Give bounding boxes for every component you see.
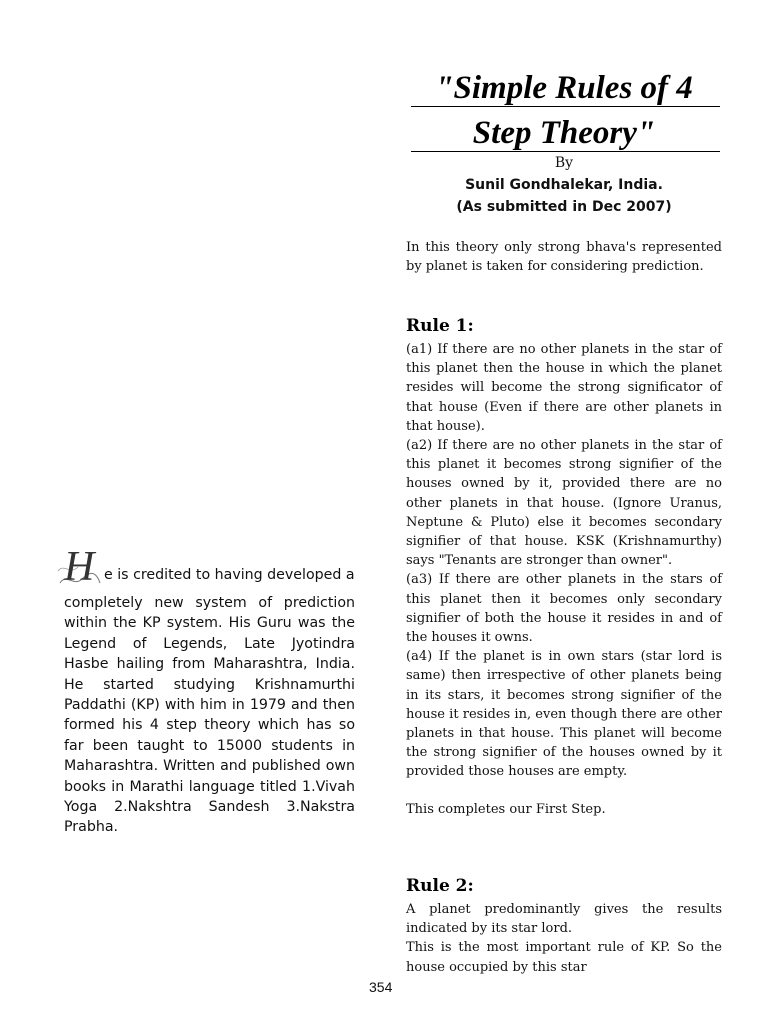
byline-by: By <box>554 155 574 171</box>
rule-2-heading: Rule 2: <box>406 876 474 896</box>
rule-1-body <box>406 340 722 819</box>
rule-1-a3: (a3) If there are other planets in the stars of this planet then it becomes only secondary signifier of both the house it resides in and of the houses it owns. <box>406 572 722 646</box>
dropcap <box>64 544 104 590</box>
rule-1-conclusion: This completes our First Step. <box>406 801 606 817</box>
byline-submitted: (As submitted in Dec 2007) <box>456 199 672 215</box>
bio-text: completely new system of prediction within the KP system. His Guru was the Legend of Legends, Late Jyotindra Hasbe hailing from Maharashtra, India. He started studying Krishnamurthi Paddathi (KP) with him in 1979 and then formed his 4 step theory which has so far been taught to 15000 students in Maharashtra. Written and published own books in Marathi language titled 1.Vivah Yoga 2.Nakshtra Sandesh 3.Nakstra Prabha. <box>64 595 355 836</box>
title-underline-1 <box>411 106 720 107</box>
document-title <box>404 66 724 156</box>
byline <box>404 152 724 218</box>
dropcap-letter: H <box>64 544 95 590</box>
intro-paragraph: In this theory only strong bhava's represented by planet is taken for considering prediction. <box>406 240 722 275</box>
rule-1-a2: (a2) If there are no other planets in the star of this planet it becomes strong signifier of the houses owned by it, provided there are no other planets in that house. (Ignore Uranus, Neptune & Pluto) else it becomes secondary signifier of that house. KSK (Krishnamurthy) says "Tenants are stronger than owner". <box>406 438 722 569</box>
bio-first-line-text: e is credited to having developed a <box>104 566 355 583</box>
rule-2-p2: This is the most important rule of KP. So the house occupied by this star <box>406 940 722 975</box>
rule-1-a1: (a1) If there are no other planets in the star of this planet then the house in which the planet resides will become the strong significator of that house (Even if there are other planets in that house). <box>406 342 722 434</box>
title-line-2: Step Theory" <box>472 115 656 151</box>
rule-2-p1: A planet predominantly gives the results indicated by its star lord. <box>406 902 722 937</box>
page-number: 354 <box>369 979 393 995</box>
rule-2-body <box>406 900 722 977</box>
rule-1-a4: (a4) If the planet is in own stars (star lord is same) then irrespective of other planets being in its stars, it becomes strong signifier of the house it resides in, even though there are other planets in that house. This planet will become the strong signifier of the houses owned by it provided those houses are empty. <box>406 649 722 780</box>
bio-first-line <box>64 544 355 590</box>
author-bio <box>64 544 355 838</box>
title-line-1: "Simple Rules of 4 <box>435 70 693 106</box>
rule-1-heading: Rule 1: <box>406 316 474 336</box>
byline-author: Sunil Gondhalekar, India. <box>465 177 663 193</box>
